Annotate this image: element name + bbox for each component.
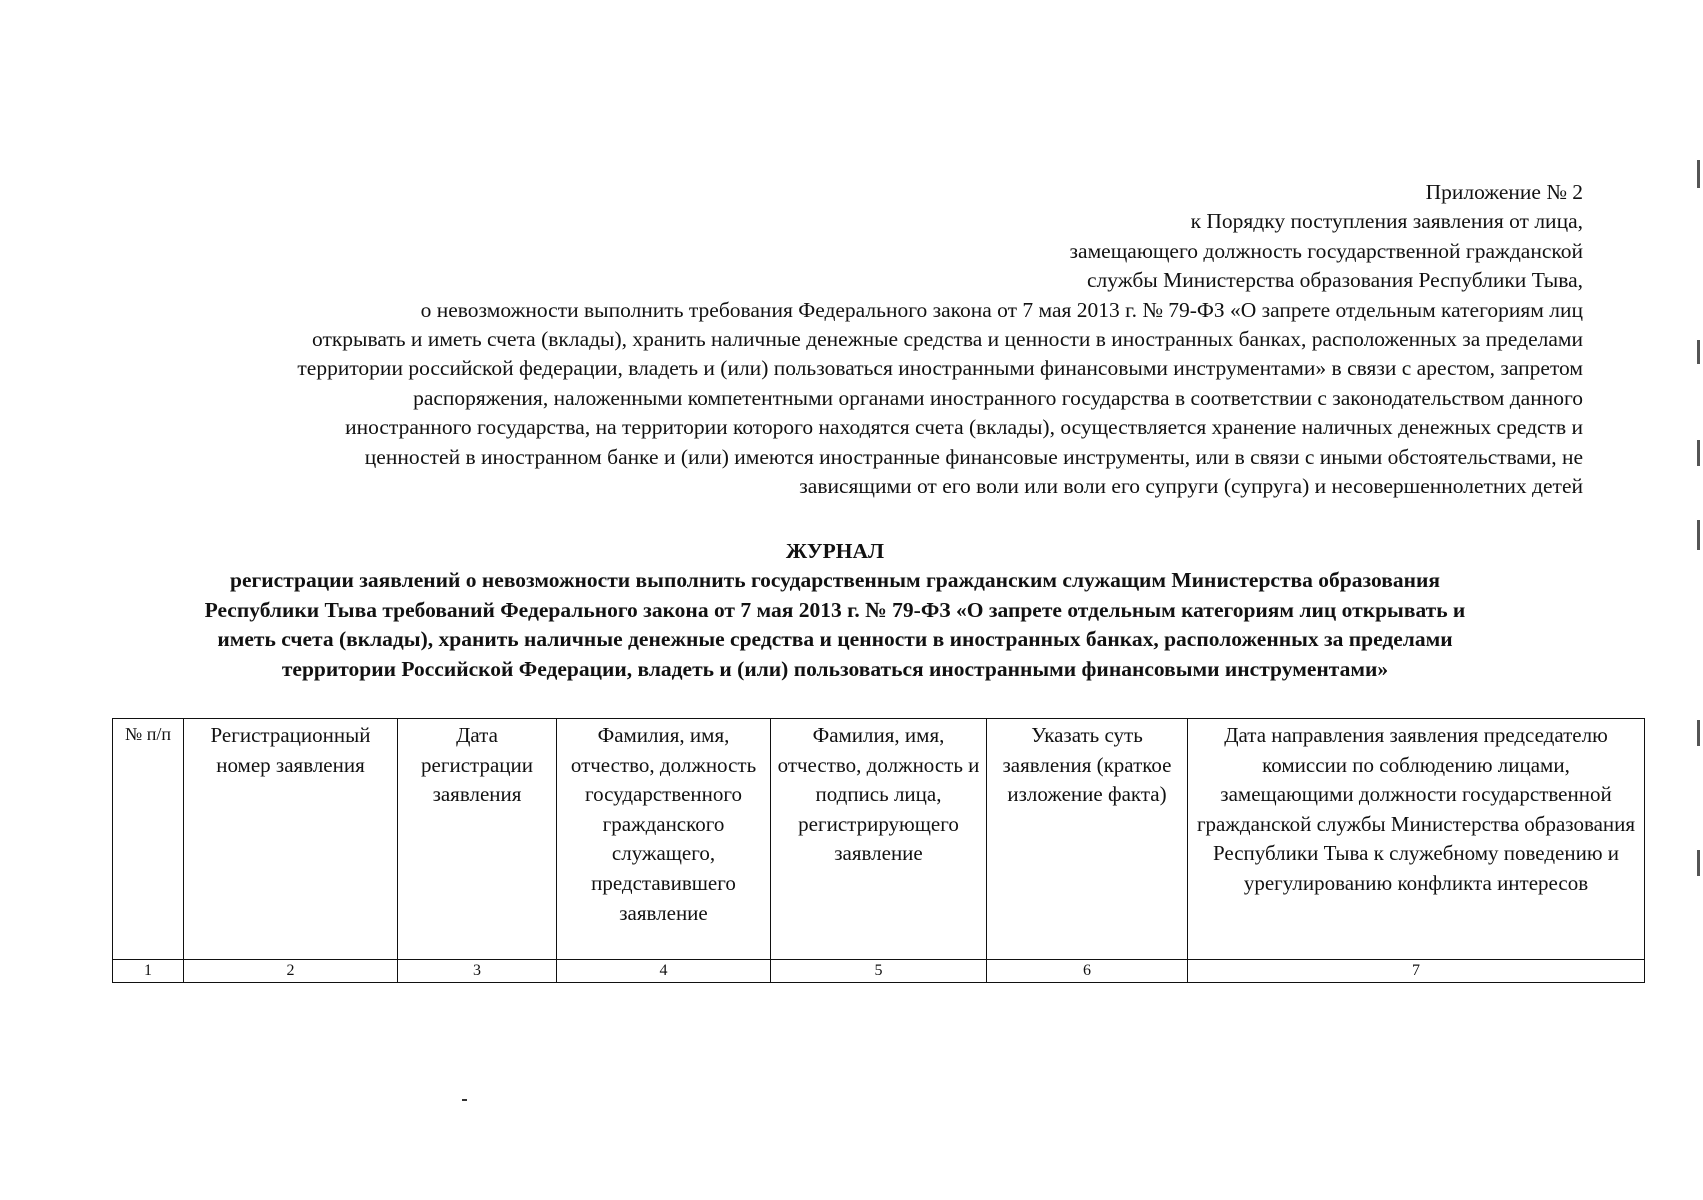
column-number-cell: 6 bbox=[987, 960, 1188, 983]
journal-table bbox=[112, 718, 1645, 983]
appendix-line: зависящими от его воли или воли его супруги (супруга) и несовершеннолетних детей bbox=[799, 474, 1583, 499]
appendix-line: службы Министерства образования Республики Тыва, bbox=[1087, 268, 1583, 293]
appendix-line: распоряжения, наложенными компетентными органами иностранного государства в соответствии с законодательством данного bbox=[413, 385, 1583, 410]
journal-subtitle-line: иметь счета (вклады), хранить наличные денежные средства и ценности в иностранных банках, расположенных за пределами bbox=[217, 627, 1453, 652]
scan-edge-mark bbox=[1697, 160, 1700, 188]
header-cell-number: № п/п bbox=[113, 719, 184, 960]
column-number-cell: 1 bbox=[113, 960, 184, 983]
appendix-line: территории российской федерации, владеть и (или) пользоваться иностранными финансовыми инструментами» в связи с арестом, запретом bbox=[297, 356, 1583, 381]
scan-edge-mark bbox=[1697, 850, 1700, 876]
column-number-cell: 3 bbox=[398, 960, 557, 983]
header-cell-reg-number: Регистрационный номер заявления bbox=[184, 719, 398, 960]
scan-speck bbox=[462, 1099, 467, 1101]
column-number-cell: 7 bbox=[1188, 960, 1645, 983]
header-cell-applicant: Фамилия, имя, отчество, должность государственного гражданского служащего, представившего заявление bbox=[557, 719, 771, 960]
appendix-note bbox=[133, 178, 1583, 501]
appendix-line: замещающего должность государственной гражданской bbox=[1069, 238, 1583, 263]
column-number-cell: 4 bbox=[557, 960, 771, 983]
appendix-line: иностранного государства, на территории которого находятся счета (вклады), осуществляется хранение наличных денежных средств и bbox=[345, 415, 1583, 440]
journal-subtitle-line: регистрации заявлений о невозможности выполнить государственным гражданским служащим Министерства образования bbox=[230, 568, 1440, 593]
scan-edge-mark bbox=[1697, 520, 1700, 550]
appendix-line: открывать и иметь счета (вклады), хранить наличные денежные средства и ценности в иностранных банках, расположенных за пределами bbox=[312, 327, 1583, 352]
column-number-cell: 2 bbox=[184, 960, 398, 983]
header-cell-essence: Указать суть заявления (краткое изложение факта) bbox=[987, 719, 1188, 960]
header-cell-reg-date: Дата регистрации заявления bbox=[398, 719, 557, 960]
appendix-line: о невозможности выполнить требования Федерального закона от 7 мая 2013 г. № 79-ФЗ «О запрете отдельным категориям лиц bbox=[420, 297, 1583, 322]
header-cell-send-date: Дата направления заявления председателю комиссии по соблюдению лицами, замещающими должности государственной гражданской службы Министерства образования Республики Тыва к служебному поведению и урегулированию конфликта интересов bbox=[1188, 719, 1645, 960]
journal-title bbox=[110, 537, 1560, 684]
appendix-line: Приложение № 2 bbox=[1425, 180, 1583, 204]
table-header-row bbox=[113, 719, 1645, 960]
journal-subtitle-line: территории Российской Федерации, владеть и (или) пользоваться иностранными финансовыми инструментами» bbox=[281, 656, 1389, 681]
scan-edge-mark bbox=[1697, 340, 1700, 364]
scan-edge-mark bbox=[1697, 440, 1700, 466]
appendix-line: ценностей в иностранном банке и (или) имеются иностранные финансовые инструменты, или в связи с иными обстоятельствами, не bbox=[364, 444, 1583, 469]
header-cell-registrar: Фамилия, имя, отчество, должность и подпись лица, регистрирующего заявление bbox=[771, 719, 987, 960]
journal-subtitle-line: Республики Тыва требований Федерального закона от 7 мая 2013 г. № 79-ФЗ «О запрете отдельным категориям лиц открывать и bbox=[204, 597, 1466, 622]
appendix-line: к Порядку поступления заявления от лица, bbox=[1190, 209, 1583, 234]
journal-heading: ЖУРНАЛ bbox=[785, 539, 885, 563]
scan-edge-mark bbox=[1697, 720, 1700, 746]
column-number-cell: 5 bbox=[771, 960, 987, 983]
table-number-row bbox=[113, 960, 1645, 983]
